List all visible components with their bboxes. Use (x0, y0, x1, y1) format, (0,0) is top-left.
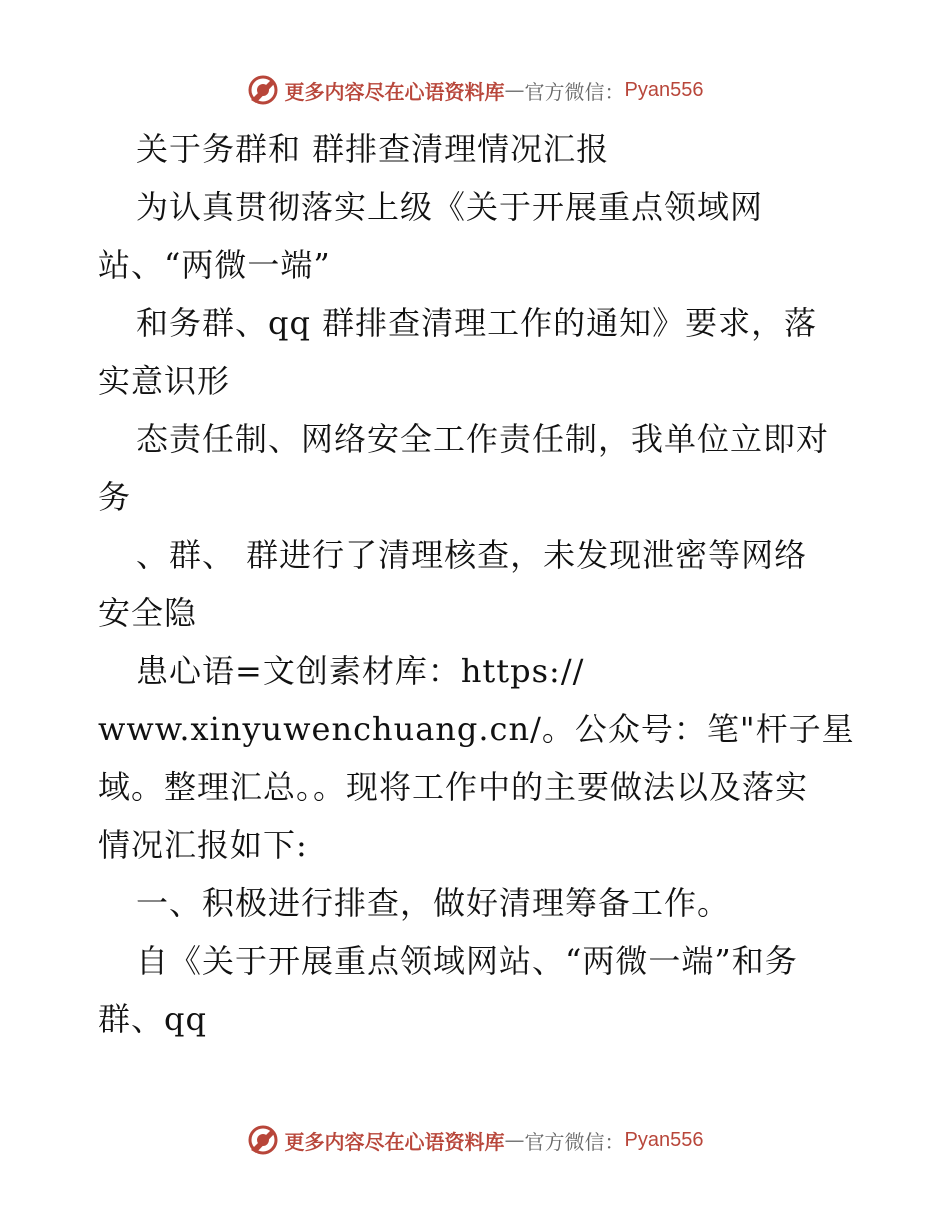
footer-banner (0, 1120, 950, 1160)
logo-icon (247, 74, 279, 106)
text-line: 域。整理汇总。。现将工作中的主要做法以及落实 (98, 768, 809, 806)
banner-text: 更多内容尽在心语资料库 (284, 79, 505, 104)
text-line: 实意识形 (98, 362, 231, 400)
text-line: 务 (98, 478, 132, 516)
banner-separator: — (504, 78, 525, 102)
banner-separator: — (504, 1128, 525, 1152)
text-line: 自《关于开展重点领域网站、“两微一端”和务 (136, 942, 798, 980)
banner-wechat-id: Pyan556 (624, 78, 704, 101)
banner-label: 官方微信： (524, 79, 625, 104)
logo-icon (247, 1124, 279, 1156)
text-line: 态责任制、网络安全工作责任制，我单位立即对 (136, 420, 830, 458)
text-line: 患心语=文创素材库：https:// (136, 652, 585, 690)
text-line: 为认真贯彻落实上级《关于开展重点领域网 (136, 188, 764, 226)
text-line: 安全隐 (98, 594, 198, 632)
text-line: 和务群、qq 群排查清理工作的通知》要求，落 (136, 304, 818, 342)
text-line: www.xinyuwenchuang.cn/。公众号：笔"杆子星 (98, 710, 855, 748)
section-heading: 一、积极进行排查，做好清理筹备工作。 (136, 884, 731, 922)
text-line: 群、qq (98, 1000, 207, 1038)
text-line: 站、“两微一端” (98, 246, 331, 284)
banner-text: 更多内容尽在心语资料库 (284, 1129, 505, 1154)
document-body (98, 120, 858, 1048)
text-line: 、群、 群进行了清理核查，未发现泄密等网络 (136, 536, 808, 574)
banner-label: 官方微信： (524, 1129, 625, 1154)
document-title: 关于务群和 群排查清理情况汇报 (136, 130, 610, 168)
text-line: 情况汇报如下: (98, 826, 308, 864)
header-banner (0, 70, 950, 110)
banner-wechat-id: Pyan556 (624, 1128, 704, 1151)
